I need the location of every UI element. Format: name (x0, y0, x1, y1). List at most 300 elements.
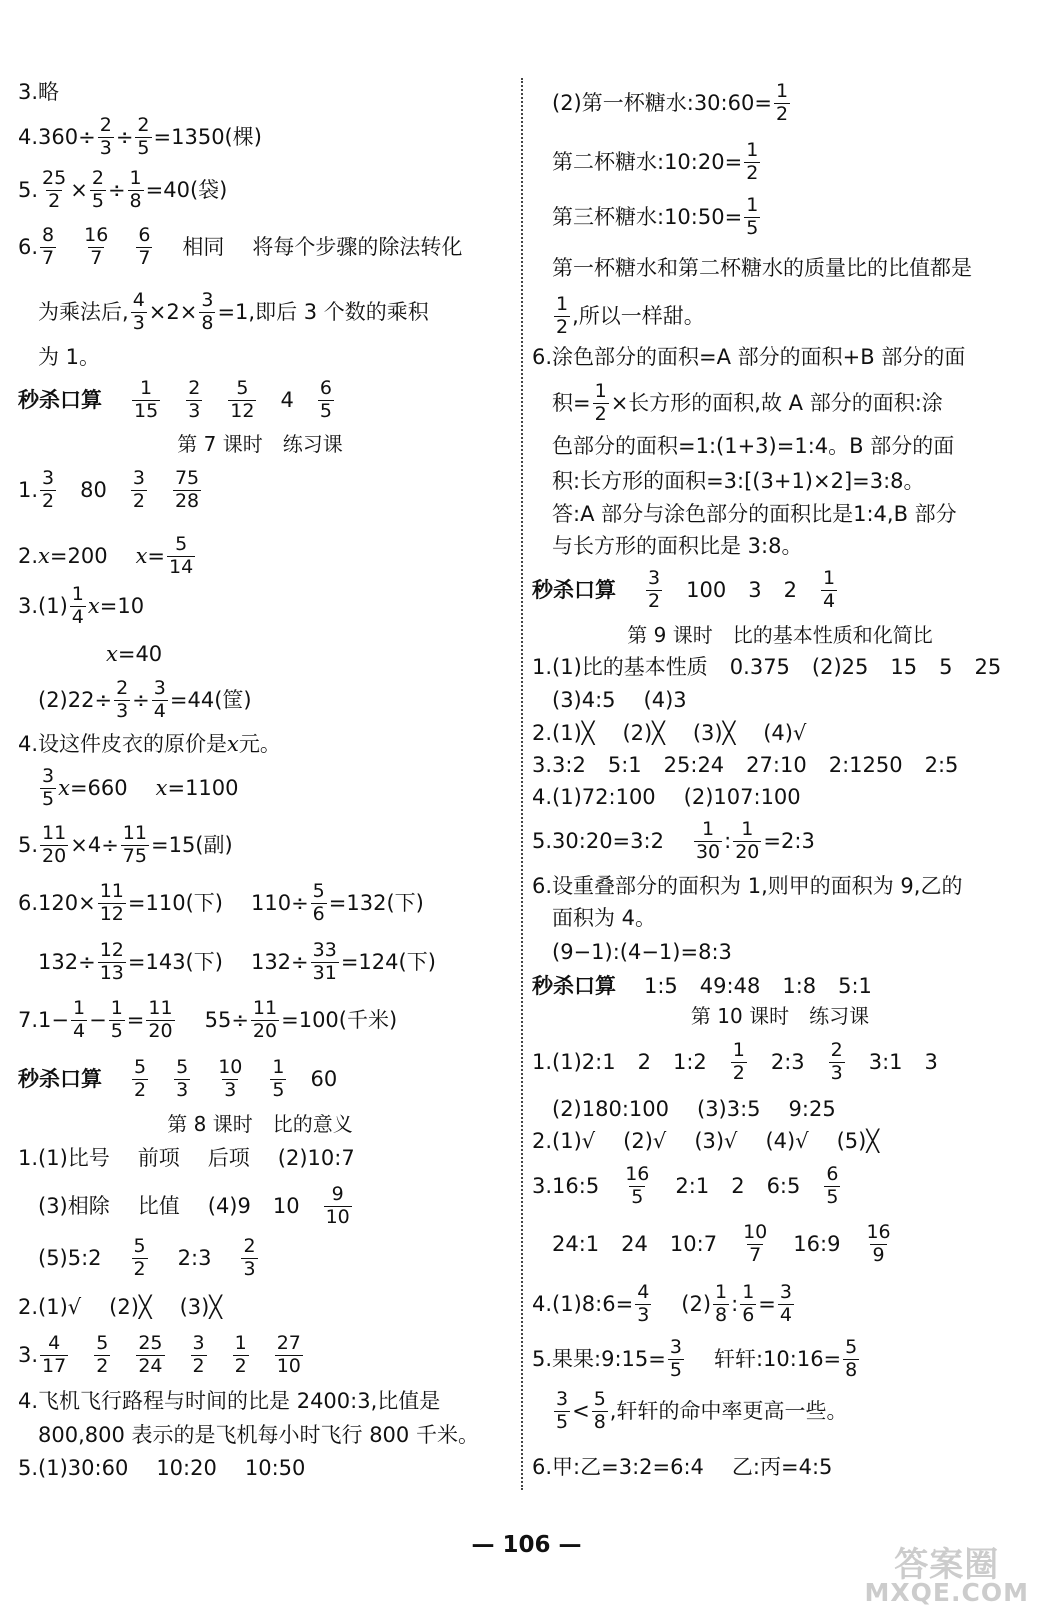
text-segment: 乙:丙=4:5 (731, 1454, 833, 1479)
fraction-denominator: 8 (715, 1303, 728, 1326)
text-segment: 4.(1)72:100 (532, 784, 656, 809)
fraction (311, 879, 327, 925)
text-segment: ×4÷ (70, 832, 119, 857)
quick-calc-label: 秒杀口算 (532, 577, 616, 602)
left-line (18, 996, 397, 1044)
fraction-denominator: 5 (826, 1185, 839, 1208)
fraction (90, 166, 106, 212)
text-segment: (4)√ (763, 720, 807, 745)
fraction (174, 1055, 190, 1101)
text-segment: 9:25 (788, 1096, 836, 1121)
text-segment: 10:50 (244, 1455, 306, 1480)
fraction (270, 1055, 286, 1101)
fraction-numerator: 1 (110, 996, 123, 1019)
text-segment: =44(筐) (169, 687, 252, 712)
fraction-numerator: 12 (99, 938, 124, 961)
text-segment: 49:48 (699, 973, 761, 998)
text-segment: 800,800 表示的是飞机每小时飞行 800 千米。 (38, 1422, 479, 1447)
text-segment: (4)9 (207, 1193, 251, 1218)
text-segment: 10:7 (669, 1231, 718, 1256)
text-segment: 5.30:20=3:2 (532, 828, 664, 853)
text-segment: =200 (49, 543, 108, 568)
left-line (18, 1444, 305, 1492)
lesson-heading: 第 7 课时 练习课 (177, 432, 343, 456)
fraction-denominator: 4 (153, 699, 166, 722)
fraction (121, 821, 149, 867)
text-segment: 2 (637, 1049, 651, 1074)
text-segment: 1:5 (644, 973, 678, 998)
text-segment: 6.设重叠部分的面积为 1,则甲的面积为 9,乙的 (532, 873, 963, 898)
fraction-denominator: 10 (276, 1354, 301, 1377)
text-segment: 100 (686, 577, 727, 602)
fraction (167, 532, 195, 578)
fraction (94, 1331, 110, 1377)
fraction (82, 223, 110, 269)
text-segment: 3. (18, 1342, 39, 1367)
fraction (132, 376, 160, 422)
fraction-denominator: 5 (42, 787, 55, 810)
text-segment: =100(千米) (281, 1007, 398, 1032)
fraction-numerator: 3 (42, 466, 55, 489)
text-segment: 2:5 (924, 752, 959, 777)
fraction-numerator: 1 (73, 996, 86, 1019)
text-segment: 0.375 (729, 654, 790, 679)
fraction-numerator: 11 (42, 821, 67, 844)
text-segment: (4)√ (765, 1128, 809, 1153)
text-segment: 6.涂色部分的面积=A 部分的面积+B 部分的面 (532, 344, 966, 369)
text-segment: =15(副) (150, 832, 233, 857)
fraction-numerator: 25 (42, 166, 67, 189)
fraction-denominator: 2 (134, 1078, 147, 1101)
fraction-denominator: 2 (732, 1061, 745, 1084)
text-segment: =40(袋) (145, 177, 228, 202)
fraction-denominator: 5 (631, 1185, 644, 1208)
text-segment: =660 (69, 775, 128, 800)
text-segment: =110(下) (127, 890, 223, 915)
fraction-numerator: 2 (830, 1038, 843, 1061)
fraction-denominator: 9 (872, 1243, 885, 1266)
text-segment: 15 (890, 654, 918, 679)
text-segment: =40 (117, 641, 163, 666)
left-line (18, 630, 162, 678)
text-segment: 1.(1)比的基本性质 (532, 654, 708, 679)
fraction-numerator: 1 (272, 1055, 285, 1078)
fraction-numerator: 1 (822, 566, 836, 589)
fraction (744, 138, 760, 184)
text-segment: =124(下) (340, 949, 436, 974)
fraction-numerator: 5 (133, 1234, 146, 1257)
fraction (98, 879, 126, 925)
fraction-denominator: 5 (669, 1358, 682, 1381)
fraction (824, 1162, 840, 1208)
text-segment: : (724, 828, 732, 853)
fraction-numerator: 4 (132, 288, 145, 311)
text-segment: 3 (748, 577, 762, 602)
fraction-denominator: 2 (594, 402, 607, 425)
fraction (744, 193, 760, 239)
left-line (38, 676, 252, 724)
right-line (532, 1443, 832, 1491)
fraction (186, 376, 202, 422)
text-segment: 2.(1)√ (18, 1294, 82, 1319)
fraction-numerator: 5 (312, 879, 325, 902)
fraction-denominator: 2 (556, 315, 569, 338)
text-segment: =1,即后 3 个数的乘积 (217, 299, 429, 324)
fraction (741, 1220, 769, 1266)
text-segment: 积= (552, 390, 591, 415)
fraction-numerator: 1 (741, 817, 754, 840)
fraction-numerator: 6 (319, 376, 332, 399)
fraction-denominator: 6 (312, 902, 325, 925)
text-segment: 第一杯糖水和第二杯糖水的质量比的比值都是 (552, 255, 972, 280)
text-segment: (3)√ (694, 1128, 738, 1153)
fraction-denominator: 7 (90, 246, 103, 269)
left-line (18, 376, 336, 424)
fraction (40, 166, 68, 212)
text-segment: 25:24 (663, 752, 725, 777)
text-segment: (3)╳ (692, 720, 736, 745)
text-segment: 16:9 (793, 1231, 841, 1256)
fraction-denominator: 7 (138, 246, 151, 269)
fraction (713, 1280, 729, 1326)
fraction-numerator: 75 (174, 466, 200, 489)
text-segment: 6.120× (18, 890, 96, 915)
fraction-numerator: 1 (732, 1038, 745, 1061)
text-segment: (2) (681, 1291, 712, 1316)
fraction-denominator: 7 (42, 246, 55, 269)
fraction-denominator: 12 (230, 399, 255, 422)
text-segment: 6:5 (766, 1173, 801, 1198)
fraction-denominator: 3 (243, 1257, 256, 1280)
fraction-denominator: 13 (99, 961, 124, 984)
right-line (552, 244, 972, 292)
fraction-denominator: 20 (148, 1019, 173, 1042)
text-segment: 60 (310, 1066, 338, 1091)
right-line (552, 1387, 847, 1435)
left-line (38, 764, 239, 812)
text-segment: 25 (974, 654, 1002, 679)
text-segment: 比值 (137, 1193, 180, 1218)
text-segment: 答:A 部分与涂色部分的面积比是1:4,B 部分 (552, 501, 957, 526)
right-line (552, 522, 802, 570)
fraction-numerator: 10 (218, 1055, 243, 1078)
fraction-numerator: 2 (243, 1234, 256, 1257)
fraction-numerator: 5 (236, 376, 249, 399)
text-segment: 积:长方形的面积=3:[(3+1)×2]=3:8。 (552, 468, 925, 493)
text-segment: ÷ (132, 687, 150, 712)
fraction-denominator: 2 (48, 189, 61, 212)
right-line (520, 992, 1040, 1040)
fraction-numerator: 1 (746, 193, 759, 216)
left-line (38, 288, 429, 336)
text-segment: 2:3 (177, 1245, 212, 1270)
text-segment: (2)10:7 (277, 1145, 355, 1170)
right-line (532, 817, 815, 865)
fraction-denominator: 5 (272, 1078, 285, 1101)
text-segment: 为 1。 (38, 344, 101, 369)
fraction-denominator: 28 (174, 489, 200, 512)
text-segment: 24 (621, 1231, 648, 1256)
fraction-numerator: 11 (252, 996, 278, 1019)
fraction (233, 1331, 249, 1377)
fraction (135, 113, 151, 159)
fraction-numerator: 3 (153, 676, 166, 699)
fraction (136, 223, 152, 269)
fraction-numerator: 10 (743, 1220, 768, 1243)
fraction-numerator: 33 (312, 938, 337, 961)
fraction-numerator: 5 (845, 1335, 858, 1358)
quick-calc-label: 秒杀口算 (532, 973, 616, 998)
text-segment: (3)相除 (38, 1193, 110, 1218)
text-segment: =1100 (167, 775, 239, 800)
text-segment: 前项 (137, 1145, 180, 1170)
text-segment: 3 (924, 1049, 938, 1074)
text-segment: 相同 (182, 234, 225, 259)
right-line (552, 138, 762, 186)
fraction-denominator: 4 (822, 589, 836, 612)
quick-calc-label: 秒杀口算 (18, 1066, 102, 1091)
text-segment: 5:1 (607, 752, 642, 777)
fraction-numerator: 1 (715, 1280, 728, 1303)
text-segment: 4 (280, 387, 294, 412)
text-segment: (2)╳ (622, 720, 665, 745)
text-segment: 5.果果:9:15= (532, 1346, 666, 1371)
left-line (18, 720, 281, 768)
fraction-numerator: 16 (84, 223, 109, 246)
fraction (40, 466, 56, 512)
fraction (70, 582, 86, 628)
left-line (18, 1134, 355, 1182)
fraction-denominator: 4 (71, 605, 84, 628)
text-segment: ,轩轩的命中率更高一些。 (609, 1398, 848, 1423)
fraction (635, 1280, 651, 1326)
fraction-numerator: 4 (48, 1331, 61, 1354)
fraction (132, 1055, 148, 1101)
text-segment: ×2× (148, 299, 198, 324)
left-line (38, 333, 100, 381)
variable: x (106, 641, 118, 666)
text-segment: × (70, 177, 88, 202)
fraction-denominator: 75 (122, 844, 147, 867)
text-segment: (3)3:5 (697, 1096, 761, 1121)
text-segment: 1:8 (782, 973, 817, 998)
fraction-numerator: 5 (134, 1055, 147, 1078)
lesson-heading: 第 10 课时 练习课 (690, 1004, 870, 1028)
watermark-logo (864, 1545, 1029, 1607)
fraction-denominator: 2 (133, 1257, 146, 1280)
fraction-denominator: 6 (742, 1303, 755, 1326)
variable: x (87, 593, 100, 618)
text-segment: (9−1):(4−1)=8:3 (552, 939, 732, 964)
fraction-denominator: 5 (556, 1410, 569, 1433)
right-line (532, 1335, 861, 1383)
fraction-numerator: 5 (175, 532, 188, 555)
right-line (532, 1280, 796, 1328)
fraction-numerator: 3 (556, 1387, 569, 1410)
text-segment: =10 (99, 593, 145, 618)
left-line (18, 466, 203, 514)
left-line (18, 582, 144, 630)
fraction-numerator: 5 (593, 1387, 606, 1410)
fraction (731, 1038, 747, 1084)
fraction-denominator: 30 (695, 840, 721, 863)
fraction (136, 1331, 164, 1377)
fraction (152, 676, 168, 722)
fraction (251, 996, 279, 1042)
fraction-denominator: 2 (775, 102, 789, 125)
fraction (554, 292, 570, 338)
fraction-denominator: 24 (138, 1354, 163, 1377)
fraction (132, 1234, 148, 1280)
text-segment: 2. (18, 543, 39, 568)
text-segment: 4.飞机飞行路程与时间的比是 2400:3,比值是 (18, 1388, 441, 1413)
text-segment: 3.16:5 (532, 1173, 600, 1198)
fraction-denominator: 5 (746, 216, 759, 239)
page-number-footer: — 106 — (471, 1532, 582, 1558)
right-line (552, 79, 792, 127)
text-segment: =1350(棵) (153, 124, 262, 149)
right-line (532, 1038, 938, 1086)
text-segment: − (89, 1007, 107, 1032)
fraction-denominator: 2 (746, 161, 759, 184)
lesson-heading: 第 9 课时 比的基本性质和化简比 (627, 623, 933, 647)
fraction-numerator: 27 (276, 1331, 301, 1354)
fraction-numerator: 16 (625, 1162, 650, 1185)
left-line (18, 879, 424, 927)
fraction-denominator: 4 (779, 1303, 792, 1326)
fraction (733, 817, 761, 863)
fraction-denominator: 8 (593, 1410, 606, 1433)
fraction-numerator: 3 (132, 466, 145, 489)
fraction-denominator: 20 (42, 844, 67, 867)
fraction-numerator: 1 (742, 1280, 755, 1303)
text-segment: 为乘法后, (38, 299, 129, 324)
text-segment: ÷ (107, 177, 126, 202)
fraction-denominator: 5 (110, 1019, 123, 1042)
text-segment: 5:1 (838, 973, 872, 998)
fraction (40, 821, 68, 867)
left-column (0, 0, 520, 1500)
text-segment: (2)180:100 (552, 1096, 669, 1121)
fraction (774, 79, 790, 125)
variable: x (135, 543, 148, 568)
fraction (40, 1331, 68, 1377)
fraction-numerator: 3 (779, 1280, 792, 1303)
fraction (668, 1335, 684, 1381)
fraction (864, 1220, 892, 1266)
left-line (18, 68, 59, 116)
fraction-numerator: 6 (826, 1162, 839, 1185)
right-line (532, 333, 965, 381)
text-segment: 1:2 (672, 1049, 707, 1074)
fraction-denominator: 14 (169, 555, 194, 578)
fraction-denominator: 5 (137, 136, 150, 159)
fraction-numerator: 1 (702, 817, 715, 840)
watermark-main: 答案圈 (894, 1545, 1000, 1585)
fraction-numerator: 1 (775, 79, 789, 102)
fraction (131, 288, 147, 334)
fraction-numerator: 1 (71, 582, 84, 605)
text-segment: 面积为 4。 (552, 905, 657, 930)
fraction-numerator: 3 (192, 1331, 205, 1354)
fraction (98, 938, 126, 984)
fraction-denominator: 7 (749, 1243, 762, 1266)
text-segment: 6.甲:乙=3:2=6:4 (532, 1454, 704, 1479)
text-segment: ,所以一样甜。 (572, 303, 705, 328)
fraction (216, 1055, 244, 1101)
text-segment: : (731, 1291, 739, 1316)
left-line (18, 113, 262, 161)
text-segment: 2 (783, 577, 797, 602)
right-column (520, 0, 1040, 1500)
fraction-numerator: 1 (140, 376, 153, 399)
text-segment: =2:3 (763, 828, 815, 853)
fraction-numerator: 3 (201, 288, 214, 311)
variable: x (155, 775, 168, 800)
text-segment: (2)╳ (109, 1294, 152, 1319)
text-segment: 27:10 (746, 752, 807, 777)
fraction-denominator: 3 (830, 1061, 843, 1084)
fraction-numerator: 2 (99, 113, 112, 136)
text-segment: (2)第一杯糖水:30:60= (552, 90, 772, 115)
text-segment: 1.(1)比号 (18, 1145, 110, 1170)
fraction (829, 1038, 845, 1084)
text-segment: 3.3:2 (532, 752, 586, 777)
fraction-numerator: 2 (116, 676, 129, 699)
fraction (71, 996, 87, 1042)
fraction-numerator: 2 (91, 166, 104, 189)
fraction-denominator: 3 (176, 1078, 189, 1101)
fraction (131, 466, 147, 512)
text-segment: (3)╳ (179, 1294, 222, 1319)
fraction-denominator: 5 (91, 189, 104, 212)
text-segment: = (126, 1007, 145, 1032)
fraction-denominator: 12 (99, 902, 124, 925)
variable: x (58, 775, 70, 800)
text-segment: =143(下) (127, 949, 223, 974)
text-segment: 1. (18, 477, 39, 502)
right-line (552, 1220, 895, 1268)
fraction-denominator: 31 (312, 961, 337, 984)
fraction-denominator: 3 (116, 699, 129, 722)
text-segment: 2:1250 (828, 752, 903, 777)
fraction-numerator: 5 (176, 1055, 189, 1078)
fraction (199, 288, 215, 334)
fraction-numerator: 11 (122, 821, 147, 844)
quick-calc-label: 秒杀口算 (18, 387, 102, 412)
fraction-numerator: 11 (148, 996, 173, 1019)
text-segment: 3.略 (18, 79, 60, 104)
fraction-denominator: 8 (201, 311, 214, 334)
text-segment: 元。 (238, 731, 281, 756)
fraction-denominator: 3 (637, 1303, 650, 1326)
fraction (592, 1387, 608, 1433)
text-segment: =132(下) (328, 890, 424, 915)
left-line (38, 938, 436, 986)
variable: x (38, 543, 50, 568)
text-segment: 4.(1)8:6= (532, 1291, 634, 1316)
fraction-numerator: 1 (234, 1331, 247, 1354)
fraction-denominator: 2 (96, 1354, 109, 1377)
right-line (532, 1162, 842, 1210)
text-segment: 后项 (207, 1145, 250, 1170)
fraction (191, 1331, 207, 1377)
fraction (740, 1280, 756, 1326)
text-segment: 将每个步骤的除法转化 (252, 234, 463, 259)
fraction-numerator: 1 (556, 292, 569, 315)
left-line (18, 1331, 305, 1379)
text-segment: 5. (18, 177, 39, 202)
